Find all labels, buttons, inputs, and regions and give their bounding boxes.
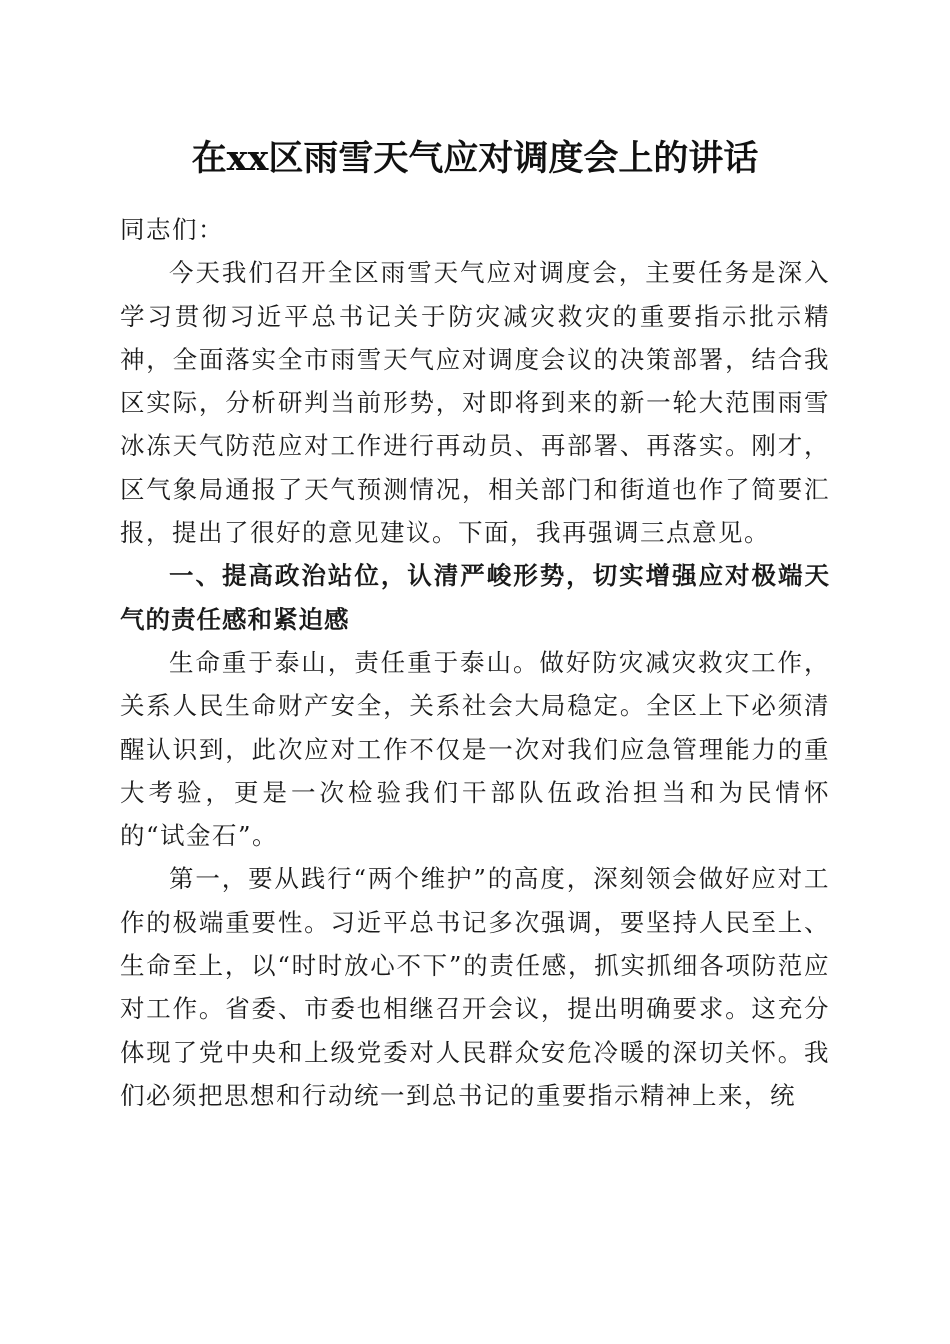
document-title: 在xx区雨雪天气应对调度会上的讲话 (191, 138, 759, 179)
paragraph-first-point: 第一，要从践行“两个维护”的高度，深刻领会做好应对工作的极端重要性。习近平总书记多次强调，要坚持人民至上、生命至上，以“时时放心不下”的责任感，抓实抓细各项防范应对工作。省委、市委也相继召开会议，提出明确要求。这充分体现了党中央和上级党委对人民群众安危冷暖的深切关怀。我们必须把思想和行动统一到总书记的重要指示精神上来，统 (120, 864, 830, 1110)
salutation: 同志们： (120, 215, 224, 244)
paragraph-intro: 今天我们召开全区雨雪天气应对调度会，主要任务是深入学习贯彻习近平总书记关于防灾减灾救灾的重要指示批示精神，全面落实全市雨雪天气应对调度会议的决策部署，结合我区实际，分析研判当前形势，对即将到来的新一轮大范围雨雪冰冻天气防范应对工作进行再动员、再部署、再落实。刚才，区气象局通报了天气预测情况，相关部门和街道也作了简要汇报，提出了很好的意见建议。下面，我再强调三点意见。 (120, 258, 830, 548)
document-body (120, 208, 830, 1117)
paragraph-responsibility: 生命重于泰山，责任重于泰山。做好防灾减灾救灾工作，关系人民生命财产安全，关系社会大局稳定。全区上下必须清醒认识到，此次应对工作不仅是一次对我们应急管理能力的重大考验，更是一次检验我们干部队伍政治担当和为民情怀的“试金石”。 (120, 647, 830, 851)
section-heading-1: 一、提高政治站位，认清严峻形势，切实增强应对极端天气的责任感和紧迫感 (120, 561, 830, 634)
